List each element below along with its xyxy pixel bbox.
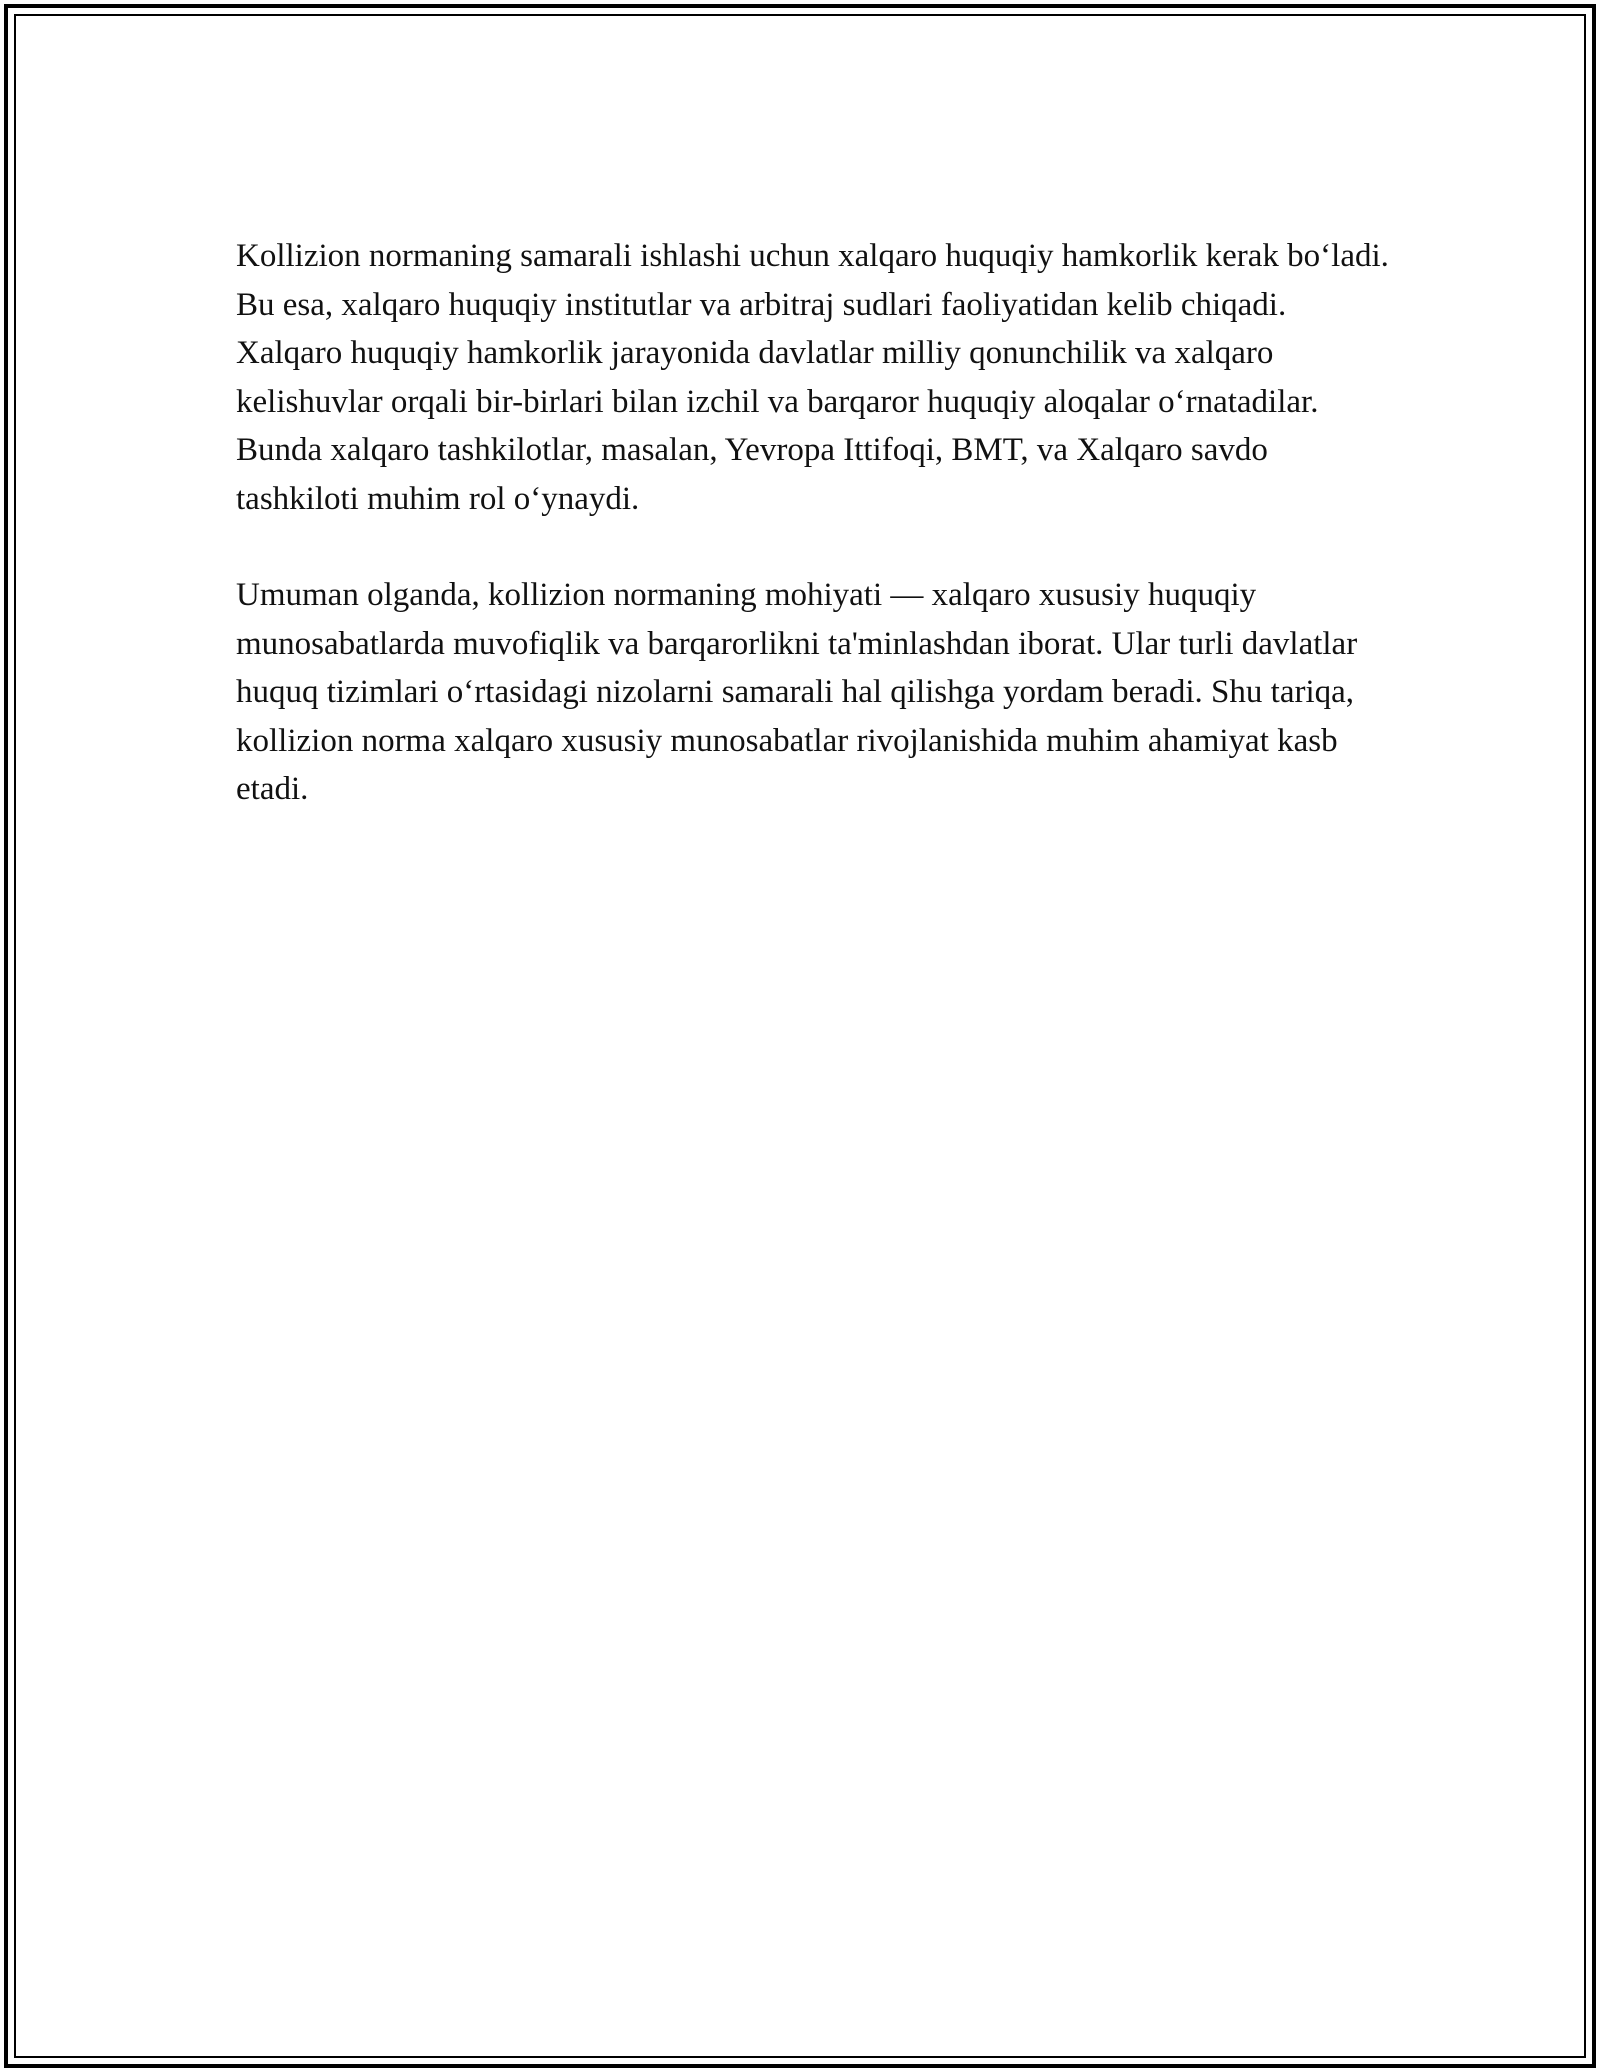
document-body <box>236 232 1396 814</box>
paragraph-1: Kollizion normaning samarali ishlashi uchun xalqaro huquqiy hamkorlik kerak bo‘ladi. Bu esa, xalqaro huquqiy institutlar va arbitraj sudlari faoliyatidan kelib chiqadi. Xalqaro huquqiy hamkorlik jarayonida davlatlar milliy qonunchilik va xalqaro kelishuvlar orqali bir-birlari bilan izchil va barqaror huquqiy aloqalar o‘rnatadilar. Bunda xalqaro tashkilotlar, masalan, Yevropa Ittifoqi, BMT, va Xalqaro savdo tashkiloti muhim rol o‘ynaydi. <box>236 238 1389 517</box>
paragraph-2: Umuman olganda, kollizion normaning mohiyati — xalqaro xususiy huquqiy munosabatlarda muvofiqlik va barqarorlikni ta'minlashdan iborat. Ular turli davlatlar huquq tizimlari o‘rtasidagi nizolarni samarali hal qilishga yordam beradi. Shu tariqa, kollizion norma xalqaro xususiy munosabatlar rivojlanishida muhim ahamiyat kasb etadi. <box>236 577 1358 807</box>
